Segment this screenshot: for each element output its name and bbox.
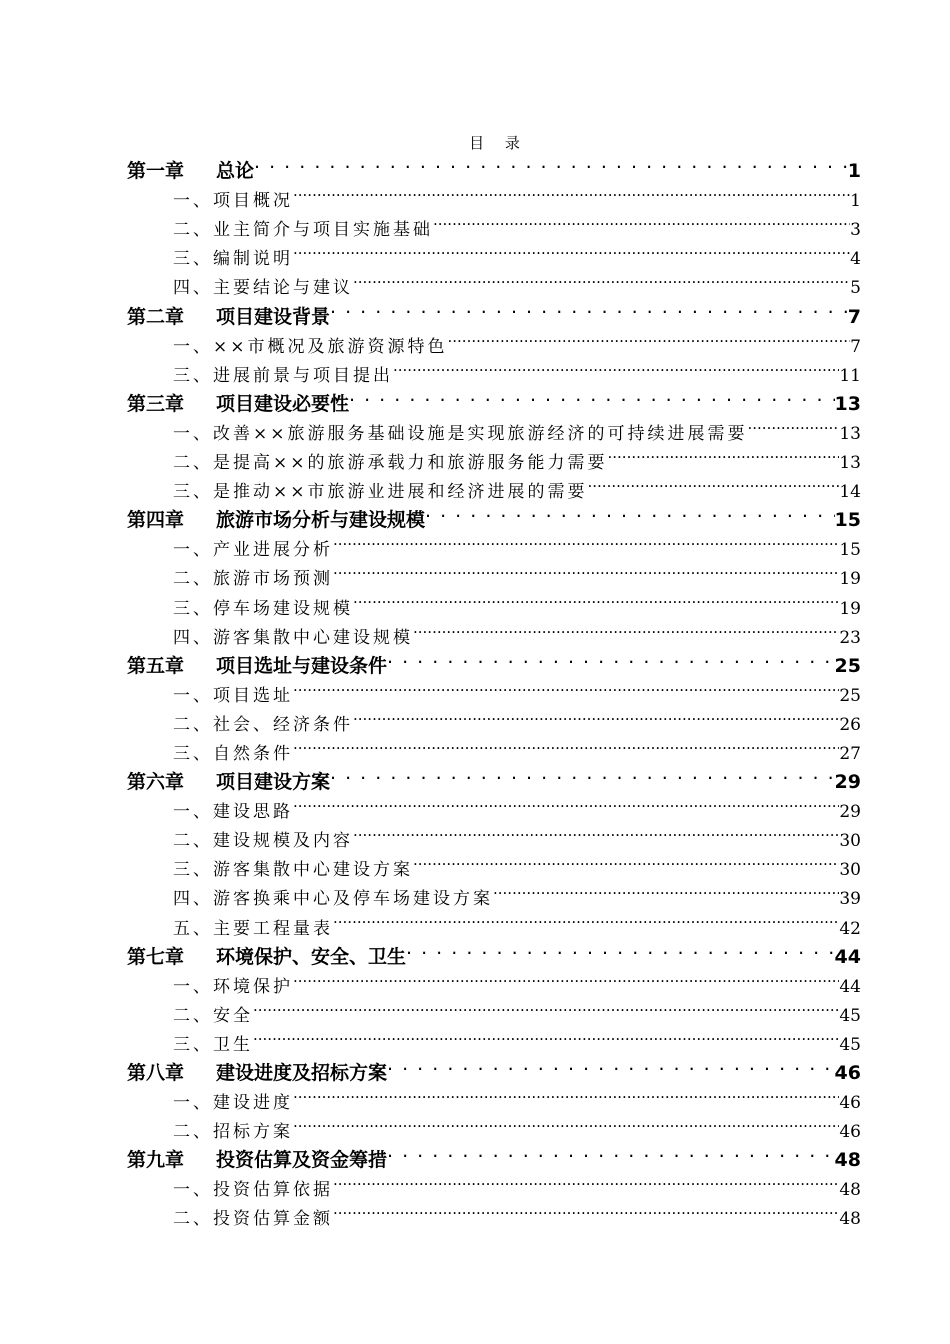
dot-leader	[493, 875, 839, 904]
dot-leader	[293, 672, 839, 701]
section-title: 二、建设规模及内容	[173, 831, 353, 852]
dot-leader	[293, 235, 850, 264]
page-number: 29	[839, 802, 861, 823]
page-number: 48	[839, 1209, 861, 1230]
dot-leader	[353, 701, 839, 730]
page-number: 14	[839, 482, 861, 503]
dot-leader	[588, 468, 840, 497]
section-title: 二、投资估算金额	[173, 1209, 333, 1230]
dot-leader	[333, 904, 839, 933]
toc-title: 目 录	[469, 134, 528, 152]
dot-leader	[293, 963, 839, 992]
dot-leader	[413, 614, 839, 643]
page-number: 23	[839, 627, 861, 648]
page-number: 45	[839, 1005, 861, 1026]
section-title: 一、××市概况及旅游资源特色	[173, 336, 448, 357]
section-title: 一、投资估算依据	[173, 1180, 333, 1201]
chapter-title: 旅游市场分析与建设规模	[216, 509, 426, 532]
section-title: 二、招标方案	[173, 1122, 293, 1143]
dot-leader	[333, 526, 839, 555]
section-title: 二、安全	[173, 1005, 253, 1026]
section-title: 一、环境保护	[173, 976, 293, 997]
page-number: 30	[839, 860, 861, 881]
section-title: 二、社会、经济条件	[173, 714, 353, 735]
chapter-number: 第九章	[127, 1149, 185, 1172]
page-number: 1	[850, 191, 861, 212]
page-number: 15	[839, 540, 861, 561]
section-title: 三、停车场建设规模	[173, 598, 353, 619]
section-title: 二、旅游市场预测	[173, 569, 333, 590]
chapter-title: 总论	[216, 160, 255, 183]
section-title: 三、自然条件	[173, 743, 293, 764]
page-number: 48	[834, 1149, 861, 1172]
section-title: 一、建设进度	[173, 1093, 293, 1114]
chapter-number: 第一章	[127, 160, 185, 183]
page-number: 19	[839, 569, 861, 590]
section-title: 一、产业进展分析	[173, 540, 333, 561]
chapter-number: 第八章	[127, 1062, 185, 1084]
chapter-number: 第二章	[127, 305, 185, 328]
page-number: 30	[839, 831, 861, 852]
section-title: 三、游客集散中心建设方案	[173, 860, 413, 881]
page-number: 45	[839, 1034, 861, 1055]
dot-leader	[433, 206, 850, 235]
dot-leader	[448, 323, 851, 352]
dot-leader	[253, 1021, 839, 1050]
chapter-title: 建设进度及招标方案	[216, 1062, 388, 1084]
dot-leader	[293, 730, 839, 759]
chapter-title: 项目选址与建设条件	[216, 654, 388, 677]
dot-leader	[349, 381, 835, 410]
page-number: 25	[839, 685, 861, 706]
section-title: 二、业主简介与项目实施基础	[173, 220, 433, 241]
page-number: 1	[847, 160, 861, 183]
dot-leader	[425, 497, 835, 526]
page-number: 4	[850, 249, 861, 270]
page-number: 46	[839, 1093, 861, 1114]
dot-leader	[353, 264, 850, 293]
chapter-number: 第五章	[127, 654, 185, 677]
dot-leader	[333, 1166, 839, 1195]
chapter-title: 环境保护、安全、卫生	[216, 945, 407, 968]
page-number: 5	[850, 278, 861, 299]
section-title: 三、进展前景与项目提出	[173, 365, 393, 386]
section-title: 五、主要工程量表	[173, 918, 333, 939]
dot-leader	[293, 177, 850, 206]
dot-leader	[387, 1050, 835, 1079]
section-title: 四、主要结论与建议	[173, 278, 353, 299]
page-number: 7	[850, 336, 861, 357]
page-number: 46	[834, 1062, 861, 1084]
chapter-title: 投资估算及资金筹措	[216, 1149, 388, 1172]
page-number: 7	[847, 305, 861, 328]
page-number: 29	[834, 771, 861, 794]
dot-leader	[387, 1137, 835, 1166]
dot-leader	[293, 1079, 839, 1108]
section-title: 一、建设思路	[173, 802, 293, 823]
page-number: 39	[839, 889, 861, 910]
page-number: 13	[839, 423, 861, 444]
section-title: 二、是提高××的旅游承载力和旅游服务能力需要	[173, 453, 608, 474]
section-title: 三、卫生	[173, 1034, 253, 1055]
dot-leader	[333, 555, 839, 584]
chapter-title: 项目建设方案	[216, 771, 331, 794]
toc-chapter-entry[interactable]	[127, 148, 861, 183]
chapter-title: 项目建设背景	[216, 305, 331, 328]
dot-leader	[353, 584, 839, 613]
page-number: 15	[834, 509, 861, 532]
table-of-contents	[127, 148, 861, 1230]
section-title: 四、游客换乘中心及停车场建设方案	[173, 889, 493, 910]
dot-leader	[353, 817, 839, 846]
chapter-number: 第四章	[127, 509, 185, 532]
chapter-number: 第三章	[127, 392, 185, 415]
page-number: 19	[839, 598, 861, 619]
section-title: 三、是推动××市旅游业进展和经济进展的需要	[173, 482, 588, 503]
dot-leader	[406, 934, 835, 963]
page-number: 3	[850, 220, 861, 241]
dot-leader	[330, 293, 848, 322]
dot-leader	[608, 439, 840, 468]
dot-leader	[293, 788, 839, 817]
page-number: 26	[839, 714, 861, 735]
page-number: 25	[834, 654, 861, 677]
chapter-title: 项目建设必要性	[216, 392, 350, 415]
section-title: 四、游客集散中心建设规模	[173, 627, 413, 648]
page-number: 44	[839, 976, 861, 997]
page-number: 27	[839, 743, 861, 764]
dot-leader	[393, 352, 839, 381]
section-title: 一、项目选址	[173, 685, 293, 706]
page-number: 48	[839, 1180, 861, 1201]
dot-leader	[333, 1195, 839, 1224]
dot-leader	[413, 846, 839, 875]
chapter-number: 第七章	[127, 945, 185, 968]
chapter-number: 第六章	[127, 771, 185, 794]
section-title: 一、项目概况	[173, 191, 293, 212]
page-number: 13	[839, 453, 861, 474]
section-title: 一、改善××旅游服务基础设施是实现旅游经济的可持续进展需要	[173, 423, 748, 444]
page-number: 42	[839, 918, 861, 939]
dot-leader	[293, 1108, 839, 1137]
page-number: 11	[839, 365, 861, 386]
page-number: 46	[839, 1122, 861, 1143]
dot-leader	[253, 992, 839, 1021]
page-number: 13	[834, 392, 861, 415]
dot-leader	[330, 759, 835, 788]
page-number: 44	[834, 945, 861, 968]
dot-leader	[387, 643, 835, 672]
dot-leader	[254, 148, 848, 177]
dot-leader	[748, 410, 840, 439]
section-title: 三、编制说明	[173, 249, 293, 270]
